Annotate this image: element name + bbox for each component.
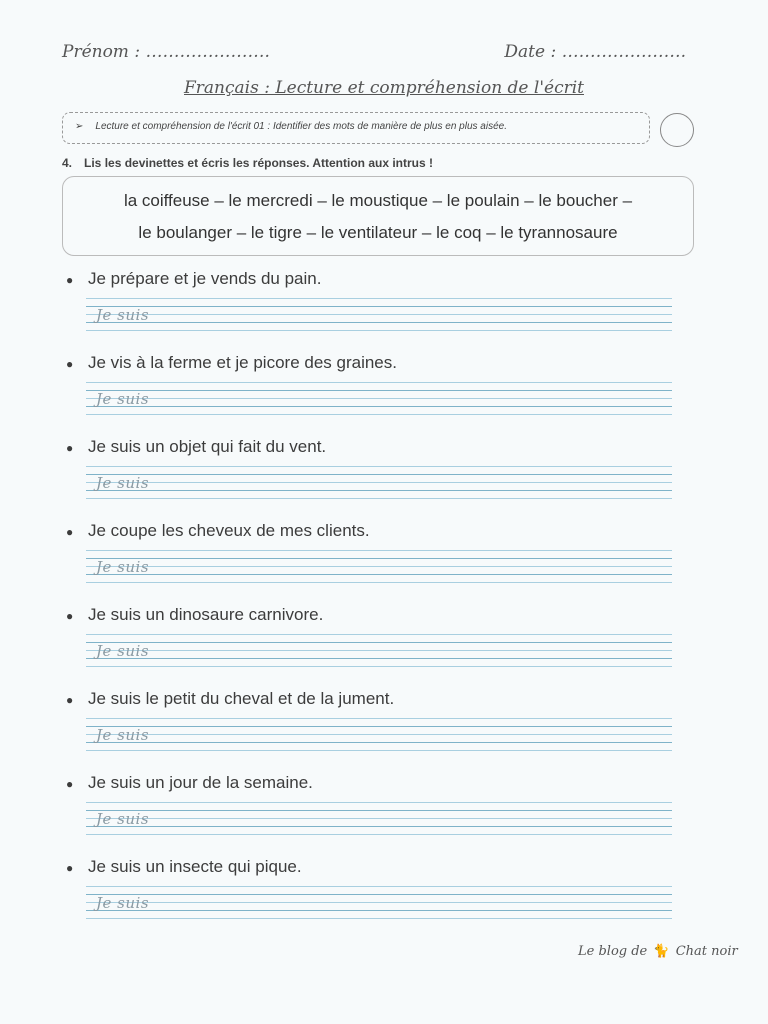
bullet-icon: ●: [66, 608, 74, 623]
ruled-line: [86, 550, 672, 551]
ruled-line: [86, 306, 672, 307]
answer-prompt: Je suis: [96, 642, 150, 660]
question-item: [66, 434, 676, 500]
ruled-line: [86, 642, 672, 643]
question-label: Je suis un objet qui fait du vent.: [88, 437, 327, 456]
ruled-line: [86, 490, 672, 491]
date-field: Date : ………………….: [504, 42, 686, 62]
answer-prompt: Je suis: [96, 558, 150, 576]
cat-icon: 🐈: [653, 944, 670, 959]
question-text: [66, 350, 676, 376]
word-box-line-2: le boulanger – le tigre – le ventilateur – le coq – le tyrannosaure: [138, 223, 618, 242]
evaluation-circle: [660, 113, 694, 147]
ruled-line: [86, 330, 672, 331]
bullet-icon: ●: [66, 692, 74, 707]
ruled-line: [86, 718, 672, 719]
question-text: [66, 602, 676, 628]
footer-prefix: Le blog de: [578, 944, 648, 959]
bullet-icon: ●: [66, 524, 74, 539]
answer-prompt: Je suis: [96, 894, 150, 912]
ruled-line: [86, 902, 672, 903]
ruled-line: [86, 734, 672, 735]
answer-lines[interactable]: [86, 634, 672, 668]
ruled-line: [86, 314, 672, 315]
ruled-line: [86, 826, 672, 827]
ruled-line: [86, 886, 672, 887]
ruled-line: [86, 818, 672, 819]
bullet-icon: ●: [66, 440, 74, 455]
ruled-line: [86, 390, 672, 391]
page-title: Français : Lecture et compréhension de l'écrit: [184, 78, 584, 98]
question-label: Je suis un dinosaure carnivore.: [88, 605, 324, 624]
instruction: [62, 156, 433, 170]
ruled-line: [86, 406, 672, 407]
ruled-line: [86, 810, 672, 811]
bullet-icon: ●: [66, 272, 74, 287]
ruled-line: [86, 726, 672, 727]
question-text: [66, 434, 676, 460]
ruled-line: [86, 750, 672, 751]
answer-lines[interactable]: [86, 466, 672, 500]
word-box-line-1: la coiffeuse – le mercredi – le moustique – le poulain – le boucher –: [123, 191, 633, 210]
ruled-line: [86, 466, 672, 467]
bullet-icon: ●: [66, 860, 74, 875]
ruled-line: [86, 566, 672, 567]
question-text: [66, 770, 676, 796]
question-item: [66, 350, 676, 416]
bullet-icon: ●: [66, 776, 74, 791]
ruled-line: [86, 894, 672, 895]
answer-prompt: Je suis: [96, 810, 150, 828]
question-item: [66, 686, 676, 752]
question-label: Je suis un jour de la semaine.: [88, 773, 313, 792]
ruled-line: [86, 398, 672, 399]
ruled-line: [86, 474, 672, 475]
ruled-line: [86, 298, 672, 299]
question-item: [66, 602, 676, 668]
answer-lines[interactable]: [86, 886, 672, 920]
ruled-line: [86, 582, 672, 583]
answer-lines[interactable]: [86, 802, 672, 836]
ruled-line: [86, 650, 672, 651]
ruled-line: [86, 918, 672, 919]
question-item: [66, 266, 676, 332]
question-text: [66, 686, 676, 712]
word-box: [62, 176, 694, 256]
answer-lines[interactable]: [86, 550, 672, 584]
question-label: Je coupe les cheveux de mes clients.: [88, 521, 370, 540]
ruled-line: [86, 558, 672, 559]
question-label: Je vis à la ferme et je picore des graines.: [88, 353, 397, 372]
ruled-line: [86, 498, 672, 499]
footer-suffix: Chat noir: [675, 944, 738, 959]
question-text: [66, 854, 676, 880]
question-label: Je prépare et je vends du pain.: [88, 269, 322, 288]
answer-prompt: Je suis: [96, 726, 150, 744]
answer-prompt: Je suis: [96, 474, 150, 492]
ruled-line: [86, 382, 672, 383]
question-label: Je suis le petit du cheval et de la jument.: [88, 689, 395, 708]
ruled-line: [86, 574, 672, 575]
answer-prompt: Je suis: [96, 306, 150, 324]
header-row: [62, 42, 686, 68]
ruled-line: [86, 414, 672, 415]
question-label: Je suis un insecte qui pique.: [88, 857, 302, 876]
question-item: [66, 854, 676, 920]
ruled-line: [86, 482, 672, 483]
question-text: [66, 518, 676, 544]
ruled-line: [86, 910, 672, 911]
ruled-line: [86, 322, 672, 323]
ruled-line: [86, 658, 672, 659]
ruled-line: [86, 742, 672, 743]
instruction-number: 4.: [62, 156, 73, 170]
bullet-icon: ●: [66, 356, 74, 371]
instruction-text: Lis les devinettes et écris les réponses. Attention aux intrus !: [84, 156, 434, 170]
ruled-line: [86, 666, 672, 667]
ruled-line: [86, 802, 672, 803]
objective-box: [62, 112, 650, 144]
arrow-icon: ➢: [75, 121, 84, 132]
footer-credit: [578, 944, 738, 959]
answer-prompt: Je suis: [96, 390, 150, 408]
answer-lines[interactable]: [86, 382, 672, 416]
ruled-line: [86, 634, 672, 635]
prenom-field: Prénom : ………………….: [62, 42, 270, 62]
objective-text: Lecture et compréhension de l'écrit 01 : Identifier des mots de manière de plus en plus aisée.: [95, 121, 507, 132]
question-item: [66, 518, 676, 584]
answer-lines[interactable]: [86, 298, 672, 332]
question-text: [66, 266, 676, 292]
ruled-line: [86, 834, 672, 835]
question-item: [66, 770, 676, 836]
answer-lines[interactable]: [86, 718, 672, 752]
